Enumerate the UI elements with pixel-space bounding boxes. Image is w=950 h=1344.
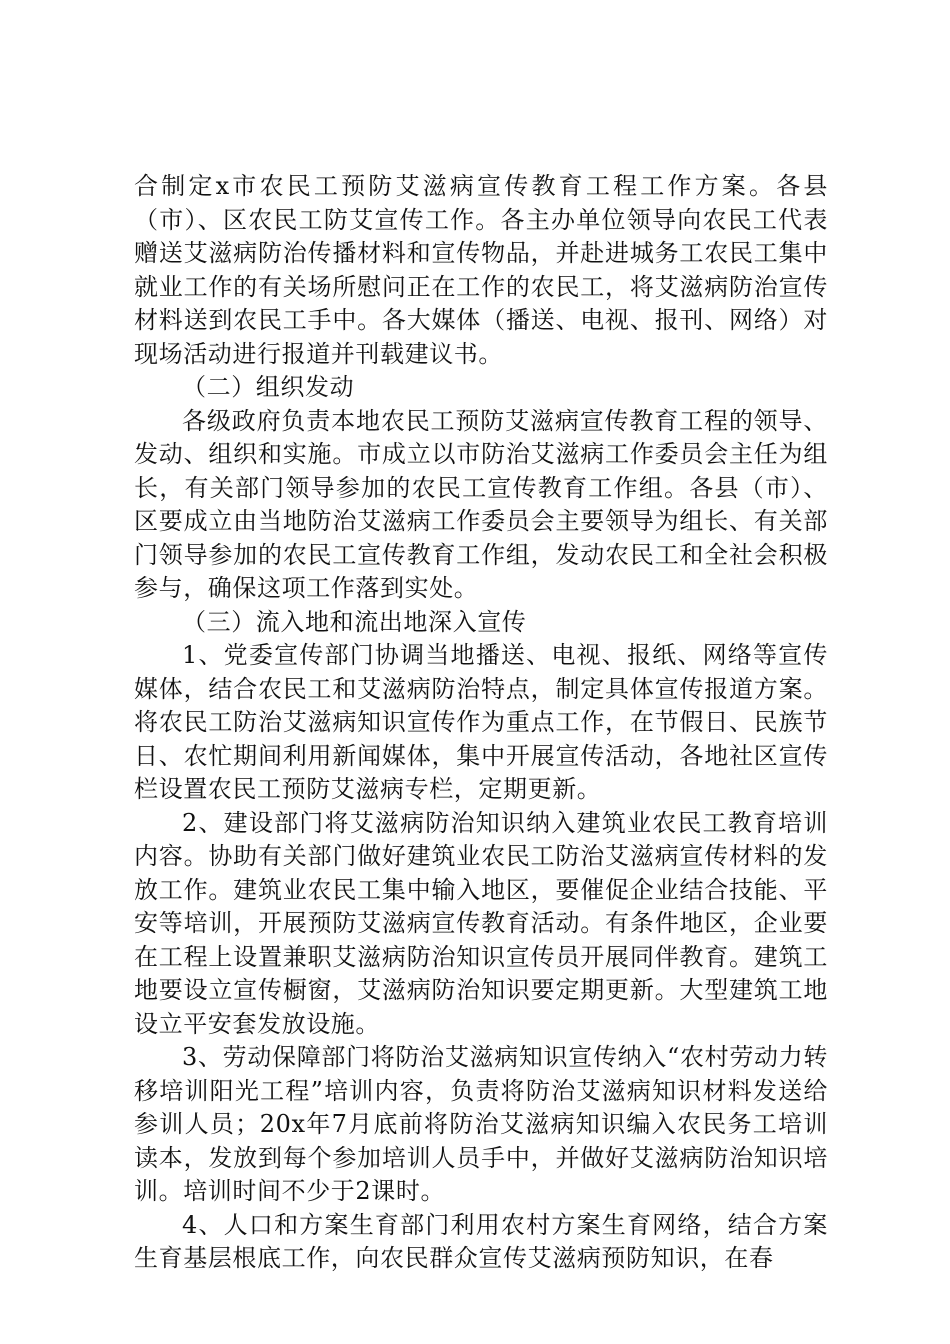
paragraph-item-3: 3、劳动保障部门将防治艾滋病知识宣传纳入“农村劳动力转移培训阳光工程”培训内容，负责将防治艾滋病知识材料发送给参训人员；20x年7月底前将防治艾滋病知识编入农民务工培训读本，发放到每个参加培训人员手中，并做好艾滋病防治知识培训。培训时间不少于2课时。 (134, 1043, 828, 1205)
paragraph-item-4: 4、人口和方案生育部门利用农村方案生育网络，结合方案生育基层根底工作，向农民群众宣传艾滋病预防知识，在春 (134, 1210, 828, 1272)
paragraph-item-1: 1、党委宣传部门协调当地播送、电视、报纸、网络等宣传媒体，结合农民工和艾滋病防治特点，制定具体宣传报道方案。将农民工防治艾滋病知识宣传作为重点工作，在节假日、民族节日、农忙期间利用新闻媒体，集中开展宣传活动，各地社区宣传栏设置农民工预防艾滋病专栏，定期更新。 (134, 641, 828, 803)
paragraph-intro: 合制定x市农民工预防艾滋病宣传教育工程工作方案。各县（市）、区农民工防艾宣传工作。各主办单位领导向农民工代表赠送艾滋病防治传播材料和宣传物品，并赴进城务工农民工集中就业工作的有关场所慰问正在工作的农民工，将艾滋病防治宣传材料送到农民工手中。各大媒体（播送、电视、报刊、网络）对现场活动进行报道并刊载建议书。 (134, 172, 828, 368)
section-heading-publicity: （三）流入地和流出地深入宣传 (182, 607, 527, 636)
paragraph-organize: 各级政府负责本地农民工预防艾滋病宣传教育工程的领导、发动、组织和实施。市成立以市防治艾滋病工作委员会主任为组长，有关部门领导参加的农民工宣传教育工作组。各县（市）、区要成立由当地防治艾滋病工作委员会主要领导为组长、有关部门领导参加的农民工宣传教育工作组，发动农民工和全社会积极参与，确保这项工作落到实处。 (134, 406, 828, 602)
paragraph-item-2: 2、建设部门将艾滋病防治知识纳入建筑业农民工教育培训内容。协助有关部门做好建筑业农民工防治艾滋病宣传材料的发放工作。建筑业农民工集中输入地区，要催促企业结合技能、平安等培训，开展预防艾滋病宣传教育活动。有条件地区，企业要在工程上设置兼职艾滋病防治知识宣传员开展同伴教育。建筑工地要设立宣传橱窗，艾滋病防治知识要定期更新。大型建筑工地设立平安套发放设施。 (134, 808, 828, 1038)
section-heading-organize: （二）组织发动 (182, 373, 355, 401)
document-body (134, 170, 828, 1276)
